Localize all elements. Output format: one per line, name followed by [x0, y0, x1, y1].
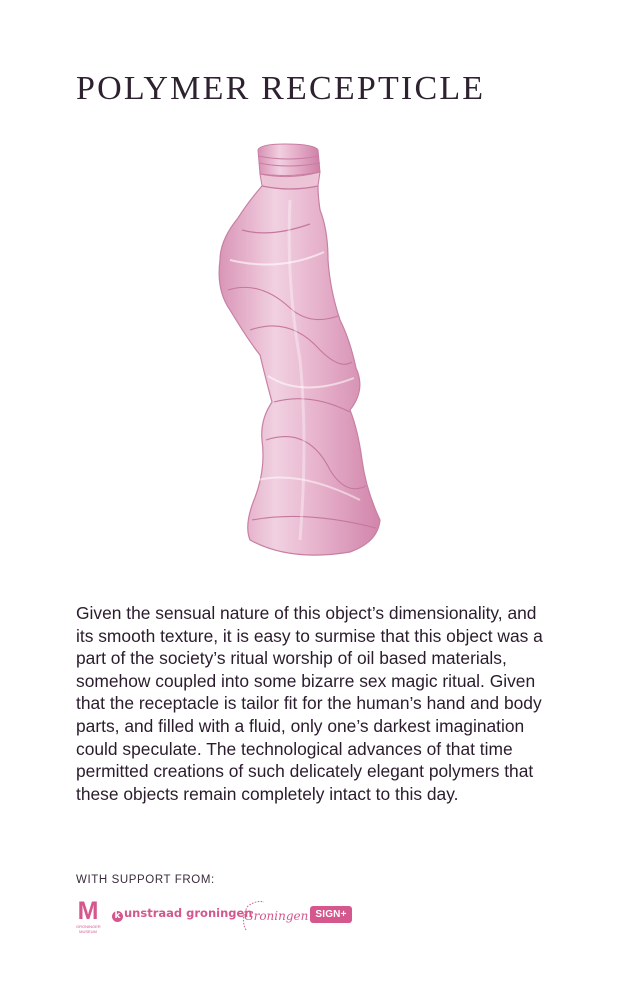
kunstraad-logo: k unstraad groningen: [112, 906, 252, 922]
page-title: POLYMER RECEPTICLE: [76, 70, 486, 107]
groningen-logo: Groningen: [238, 898, 302, 938]
sponsor-logos: [76, 898, 376, 938]
museum-logo: M GRONINGER MUSEUM: [76, 897, 101, 934]
support-label: WITH SUPPORT FROM:: [76, 874, 215, 886]
sign-plus-logo: SIGN+: [310, 906, 352, 923]
description-paragraph: Given the sensual nature of this object’s dimensionality, and its smooth texture, it is easy to surmise that this object was a part of the society’s ritual worship of oil based materials, somehow coupled into some bizarre sex magic ritual. Given that the receptacle is tailor fit for the human’s hand and body parts, and filled with a fluid, only one’s darkest imagination could speculate. The technological advances of that time permitted creations of such delicately elegant polymers that these objects remain completely intact to this day.: [76, 603, 543, 804]
bottle-image: [190, 140, 440, 570]
crushed-bottle-icon: [190, 140, 440, 570]
